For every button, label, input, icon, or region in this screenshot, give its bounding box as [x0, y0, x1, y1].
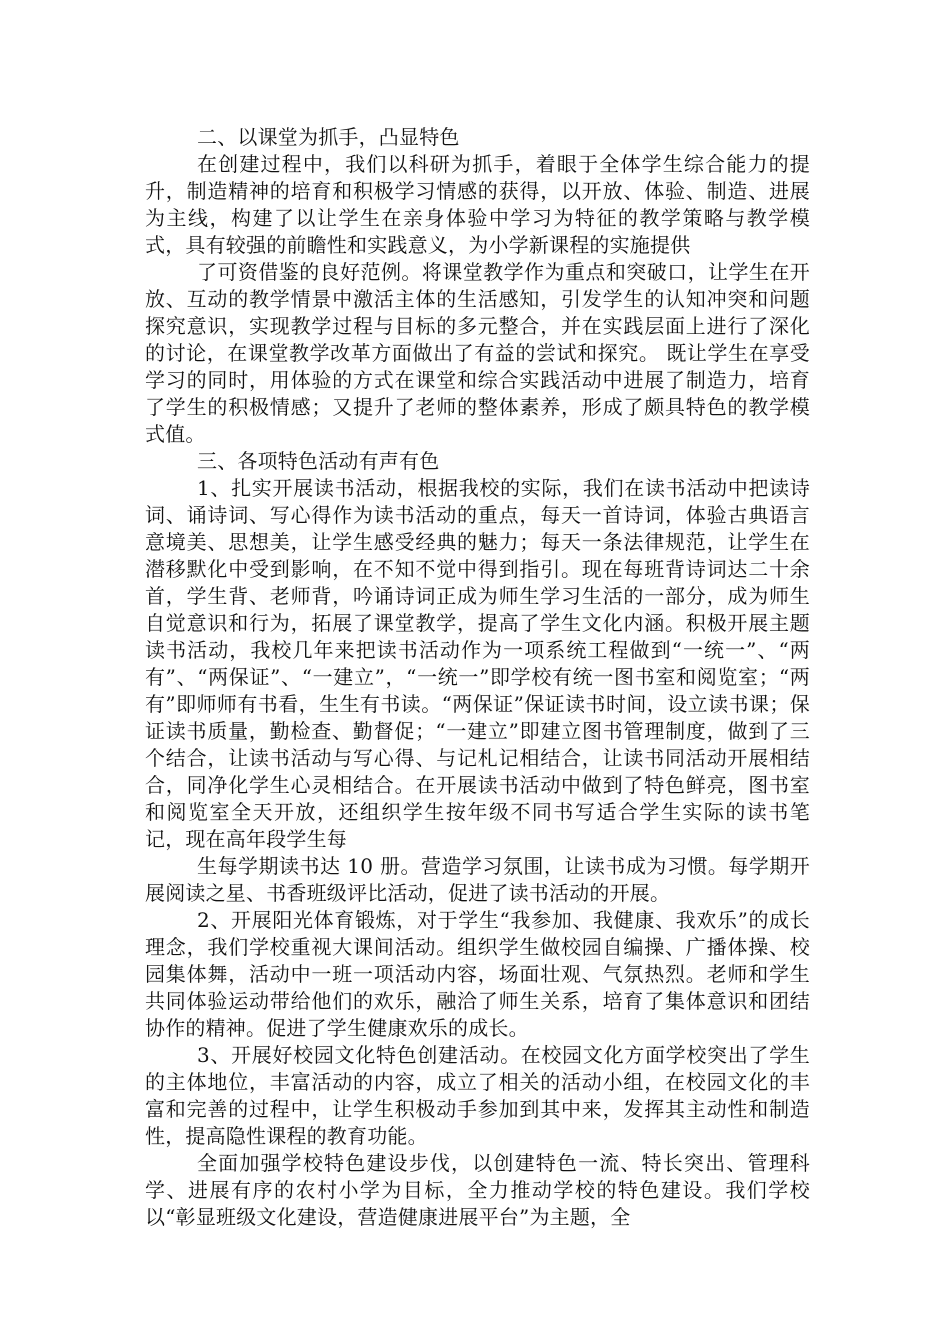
paragraph-sunshine-sports: 2、开展阳光体育锻炼，对于学生“我参加、我健康、我欢乐”的成长理念，我们学校重视大课间活动。组织学生做校园自编操、广播体操、校园集体舞，活动中一班一项活动内容，场面壮观、气氛热烈。老师和学生共同体验运动带给他们的欢乐，融洽了师生关系，培育了集体意识和团结协作的精神。促进了学生健康欢乐的成长。: [145, 908, 810, 1040]
paragraph-classroom-teaching: 了可资借鉴的良好范例。将课堂教学作为重点和突破口，让学生在开放、互动的教学情景中激活主体的生活感知，引发学生的认知冲突和问题探究意识，实现教学过程与目标的多元整合，并在实践层面上进行了深化的讨论，在课堂教学改革方面做出了有益的尝试和探究。 既让学生在享受学习的同时，用体验的方式在课堂和综合实践活动中进展了制造力，培育了学生的积极情感；又提升了老师的整体素养，形成了颇具特色的教学模式值。: [145, 260, 810, 446]
paragraph-reading-activity: 1、扎实开展读书活动，根据我校的实际，我们在读书活动中把读诗词、诵诗词、写心得作为读书活动的重点，每天一首诗词，体验古典语言意境美、思想美，让学生感受经典的魅力；每天一条法律规范，让学生在潜移默化中受到影响，在不知不觉中得到指引。现在每班背诗词达二十余首，学生背、老师背，吟诵诗词正成为师生学习生活的一部分，成为师生自觉意识和行为，拓展了课堂教学，提高了学生文化内涵。积极开展主题读书活动，我校几年来把读书活动作为一项系统工程做到“一统一”、“两有”、“两保证”、“一建立”，“一统一”即学校有统一图书室和阅览室；“两有”即师师有书看，生生有书读。“两保证”保证读书时间，设立读书课；保证读书质量，勤检查、勤督促；“一建立”即建立图书管理制度，做到了三个结合，让读书活动与写心得、与记札记相结合，让读书同活动开展相结合，同净化学生心灵相结合。在开展读书活动中做到了特色鲜亮，图书室和阅览室全天开放，还组织学生按年级不同书写适合学生实际的读书笔记，现在高年段学生每: [145, 476, 810, 851]
section-heading-3: 三、各项特色活动有声有色: [197, 449, 440, 473]
paragraph-reading-count: 生每学期读书达 10 册。营造学习氛围，让读书成为习惯。每学期开展阅读之星、书香班级评比活动，促进了读书活动的开展。: [145, 854, 810, 905]
document-body: [145, 124, 810, 1231]
paragraph-creation-process: 在创建过程中，我们以科研为抓手，着眼于全体学生综合能力的提升，制造精神的培育和积极学习情感的获得，以开放、体验、制造、进展为主线，构建了以让学生在亲身体验中学习为特征的教学策略与教学模式，具有较强的前瞻性和实践意义，为小学新课程的实施提供: [145, 152, 810, 257]
section-heading-2: 二、以课堂为抓手，凸显特色: [197, 125, 460, 149]
paragraph-school-features: 全面加强学校特色建设步伐，以创建特色一流、特长突出、管理科学、进展有序的农村小学为目标，全力推动学校的特色建设。我们学校以“彰显班级文化建设，营造健康进展平台”为主题，全: [145, 1151, 810, 1229]
paragraph-campus-culture: 3、开展好校园文化特色创建活动。在校园文化方面学校突出了学生的主体地位，丰富活动的内容，成立了相关的活动小组，在校园文化的丰富和完善的过程中，让学生积极动手参加到其中来，发挥其主动性和制造性，提高隐性课程的教育功能。: [145, 1043, 810, 1148]
